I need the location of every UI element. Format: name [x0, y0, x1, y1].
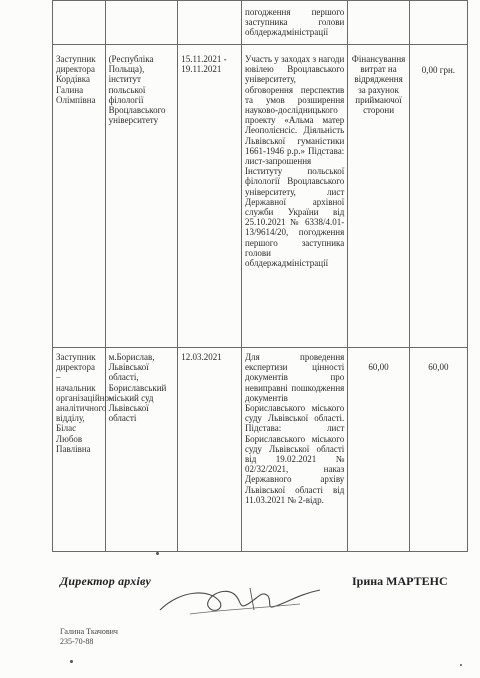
row2-expenses: 60,00 [348, 348, 410, 552]
director-name: Ірина МАРТЕНС [352, 574, 448, 588]
table-row [53, 45, 468, 348]
cell-empty [53, 1, 106, 45]
row2-amount: 60,00 [409, 348, 467, 552]
row1-dates: 15.11.2021 - 19.11.2021 [178, 45, 242, 348]
signature [150, 580, 330, 620]
row1-person: Заступник директора Кордівка Галина Олімпівна [53, 45, 106, 348]
business-trips-table [52, 0, 468, 552]
executor-phone: 235-70-88 [60, 636, 94, 646]
dot-mark [460, 664, 462, 666]
cell-empty [178, 1, 242, 45]
row0-purpose: погодження першого заступника голови облдержадміністрації [242, 1, 348, 45]
cell-empty [348, 1, 410, 45]
row2-purpose: Для проведення експертизи цінності документів про невиправні пошкодження документів Бориславського міського суду Львівської області. Підстава: лист Бориславського міського суду Львівської області від 19.02.2021 № 02/32/2021, наказ Державного архіву Львівської області від 11.03.2021 № 2-відр. [242, 348, 348, 552]
row1-amount: 0,00 грн. [409, 45, 467, 348]
executor-block [60, 627, 118, 646]
table-row [53, 1, 468, 45]
row2-dates: 12.03.2021 [178, 348, 242, 552]
dot-mark [70, 660, 73, 663]
cell-empty [409, 1, 467, 45]
row1-purpose: Участь у заходах з нагоди ювілею Вроцлавського університету, обговорення перспектив та умов розширення науково-дослідницького проекту «Альма матер Леополієнсіс. Діяльність Львівської гуманістики 1661-1946 р.р.» Підстава: лист-запрошення Інституту польської філології Вроцлавського університету, лист Державної архівної служби України від 25.10.2021 № 6338/4.01-13/9614/20, погодження першого заступника голови облдержадміністрації [242, 45, 348, 348]
row2-destination: м.Борислав, Львівської області, Бориславський міський суд Львівської області [105, 348, 178, 552]
row1-expenses: Фінансування витрат на відрядження за рахунок приймаючої сторони [348, 45, 410, 348]
cell-empty [105, 1, 178, 45]
director-label: Директор архіву [60, 574, 152, 588]
table-row [53, 348, 468, 552]
row2-person: Заступник директора – начальник організаційно-аналітичного відділу, Білас Любов Павлівна [53, 348, 106, 552]
executor-name: Галина Ткачович [60, 627, 118, 636]
dot-mark [156, 552, 159, 555]
row1-destination: (Республіка Польща), інститут польської філології Вроцлавського університету [105, 45, 178, 348]
